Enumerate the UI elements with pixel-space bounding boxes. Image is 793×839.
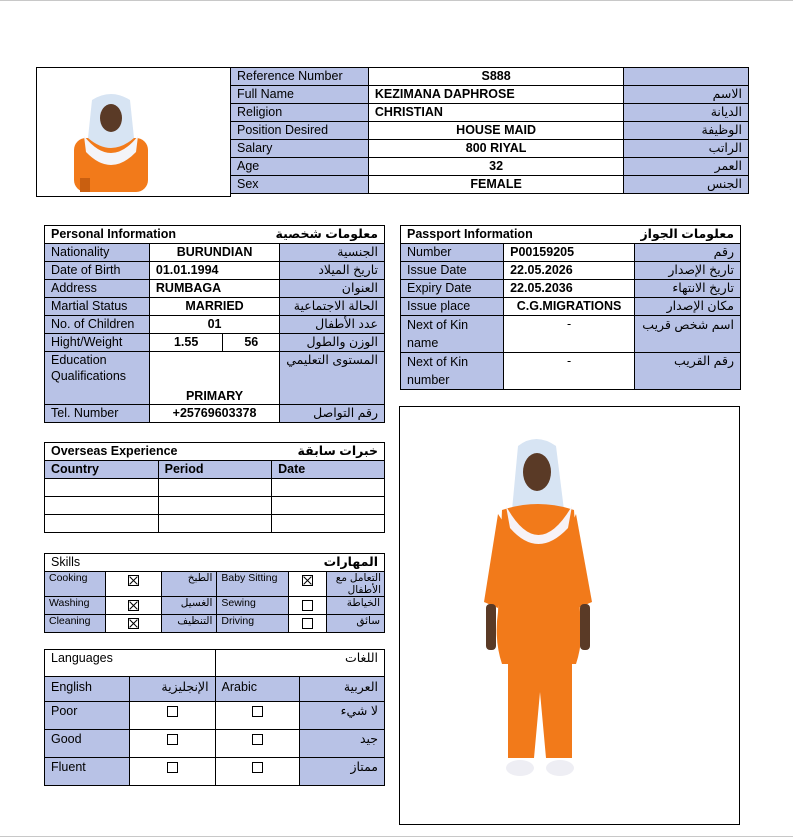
skill-babysitting-label: Baby Sitting (217, 572, 289, 597)
children-label: No. of Children (45, 316, 150, 334)
reference-value: S888 (368, 68, 623, 86)
poor-arabic-checkbox[interactable] (215, 702, 300, 730)
table-row (231, 140, 749, 158)
education-arabic: المستوى التعليمي (280, 352, 385, 405)
skill-washing-arabic: الغسيل (161, 597, 217, 615)
full-name-label: Full Name (231, 86, 369, 104)
empty-box-icon (167, 762, 178, 773)
education-label: Education Qualifications (45, 352, 150, 405)
salary-label: Salary (231, 140, 369, 158)
table-row (45, 461, 385, 479)
arabic-arabic: العربية (300, 677, 385, 702)
skill-driving-checkbox[interactable] (289, 615, 327, 633)
fluent-arabic-checkbox[interactable] (215, 758, 300, 786)
passport-title-arabic: معلومات الجواز (634, 226, 740, 244)
empty-box-icon (302, 618, 313, 629)
age-value: 32 (368, 158, 623, 176)
page-bottom-rule (0, 836, 793, 837)
address-arabic: العنوان (280, 280, 385, 298)
salary-arabic: الراتب (624, 140, 749, 158)
children-arabic: عدد الأطفال (280, 316, 385, 334)
languages-table (44, 649, 385, 786)
marital-arabic: الحالة الاجتماعية (280, 298, 385, 316)
marital-value: MARRIED (149, 298, 279, 316)
table-row (45, 244, 385, 262)
issue-place-arabic: مكان الإصدار (634, 298, 740, 316)
table-row (401, 298, 741, 316)
good-english-checkbox[interactable] (129, 730, 215, 758)
position-label: Position Desired (231, 122, 369, 140)
table-row (401, 280, 741, 298)
address-value: RUMBAGA (149, 280, 279, 298)
table-row (45, 702, 385, 730)
empty-box-icon (167, 706, 178, 717)
personal-title: Personal Information (45, 226, 223, 244)
sex-value: FEMALE (368, 176, 623, 194)
english-label: English (45, 677, 130, 702)
overseas-col-date: Date (272, 461, 385, 479)
table-row (45, 730, 385, 758)
table-row (45, 352, 385, 405)
table-row (45, 226, 385, 244)
table-row (45, 443, 385, 461)
nationality-label: Nationality (45, 244, 150, 262)
religion-value: CHRISTIAN (368, 104, 623, 122)
level-good-arabic: جيد (300, 730, 385, 758)
overseas-title-arabic: خبرات سابقة (272, 443, 385, 461)
table-row (45, 572, 385, 597)
table-row (45, 479, 385, 497)
skills-title: Skills (45, 554, 217, 572)
skill-cleaning-label: Cleaning (45, 615, 106, 633)
education-value: PRIMARY (149, 352, 279, 405)
level-poor-label: Poor (45, 702, 130, 730)
arabic-label: Arabic (215, 677, 300, 702)
skills-table (44, 553, 385, 633)
kin-number-arabic: رقم القريب (634, 353, 740, 390)
position-value: HOUSE MAID (368, 122, 623, 140)
skill-driving-label: Driving (217, 615, 289, 633)
religion-arabic: الديانة (624, 104, 749, 122)
marital-label: Martial Status (45, 298, 150, 316)
table-row (45, 280, 385, 298)
table-row (401, 262, 741, 280)
salary-value: 800 RIYAL (368, 140, 623, 158)
table-row (401, 316, 741, 353)
empty-box-icon (252, 706, 263, 717)
age-label: Age (231, 158, 369, 176)
overseas-col-period: Period (158, 461, 272, 479)
empty-cell (158, 497, 272, 515)
weight-value: 56 (223, 334, 280, 352)
dob-label: Date of Birth (45, 262, 150, 280)
skill-babysitting-arabic: التعامل مع الأطفال (327, 572, 385, 597)
kin-name-value: - (504, 316, 635, 353)
empty-cell (45, 515, 159, 533)
table-row (45, 615, 385, 633)
nationality-arabic: الجنسية (280, 244, 385, 262)
issue-place-label: Issue place (401, 298, 504, 316)
languages-title: Languages (45, 650, 216, 677)
empty-cell (45, 497, 159, 515)
empty-cell (272, 515, 385, 533)
height-value: 1.55 (149, 334, 223, 352)
skill-cooking-label: Cooking (45, 572, 106, 597)
empty-cell (272, 497, 385, 515)
passport-info-table (400, 225, 741, 390)
table-row (45, 597, 385, 615)
issue-date-value: 22.05.2026 (504, 262, 635, 280)
empty-box-icon (167, 734, 178, 745)
overseas-col-country: Country (45, 461, 159, 479)
kin-number-value: - (504, 353, 635, 390)
issue-place-value: C.G.MIGRATIONS (504, 298, 635, 316)
skill-sewing-checkbox[interactable] (289, 597, 327, 615)
expiry-date-value: 22.05.2036 (504, 280, 635, 298)
dob-value: 01.01.1994 (149, 262, 279, 280)
table-row (45, 262, 385, 280)
issue-date-arabic: تاريخ الإصدار (634, 262, 740, 280)
full-name-arabic: الاسم (624, 86, 749, 104)
empty-box-icon (252, 734, 263, 745)
personal-info-table (44, 225, 385, 423)
table-row (231, 104, 749, 122)
table-row (45, 758, 385, 786)
height-weight-arabic: الوزن والطول (280, 334, 385, 352)
passport-number-arabic: رقم (634, 244, 740, 262)
page-top-rule (0, 0, 793, 1)
skill-babysitting-checkbox[interactable] (289, 572, 327, 597)
overseas-title: Overseas Experience (45, 443, 272, 461)
height-weight-label: Hight/Weight (45, 334, 150, 352)
full-name-value: KEZIMANA DAPHROSE (368, 86, 623, 104)
table-row (231, 86, 749, 104)
sex-arabic: الجنس (624, 176, 749, 194)
skill-washing-label: Washing (45, 597, 106, 615)
skill-sewing-arabic: الخياطة (327, 597, 385, 615)
kin-name-arabic: اسم شخص قريب (634, 316, 740, 353)
empty-box-icon (252, 762, 263, 773)
table-row (401, 244, 741, 262)
table-row (45, 650, 385, 677)
passport-number-value: P00159205 (504, 244, 635, 262)
nationality-value: BURUNDIAN (149, 244, 279, 262)
table-row (45, 515, 385, 533)
empty-box-icon (302, 600, 313, 611)
header-info-table (230, 67, 749, 194)
checked-box-icon (302, 575, 313, 586)
languages-title-arabic: اللغات (215, 650, 384, 677)
table-row (401, 353, 741, 390)
table-row (45, 677, 385, 702)
sex-label: Sex (231, 176, 369, 194)
skill-cooking-arabic: الطبخ (161, 572, 217, 597)
overseas-experience-table (44, 442, 385, 533)
age-arabic: العمر (624, 158, 749, 176)
full-body-candidate-photo (480, 432, 600, 786)
checked-box-icon (128, 600, 139, 611)
table-row (231, 68, 749, 86)
checked-box-icon (128, 575, 139, 586)
table-row (45, 298, 385, 316)
skill-washing-checkbox[interactable] (105, 597, 161, 615)
table-row (45, 405, 385, 423)
empty-cell (158, 515, 272, 533)
dob-arabic: تاريخ الميلاد (280, 262, 385, 280)
skill-cleaning-checkbox[interactable] (105, 615, 161, 633)
table-row (45, 554, 385, 572)
children-value: 01 (149, 316, 279, 334)
fluent-english-checkbox[interactable] (129, 758, 215, 786)
personal-title-arabic: معلومات شخصية (223, 226, 385, 244)
empty-cell (272, 479, 385, 497)
expiry-date-arabic: تاريخ الانتهاء (634, 280, 740, 298)
skill-cooking-checkbox[interactable] (105, 572, 161, 597)
skill-driving-arabic: سائق (327, 615, 385, 633)
level-poor-arabic: لا شيء (300, 702, 385, 730)
issue-date-label: Issue Date (401, 262, 504, 280)
table-row (231, 158, 749, 176)
kin-name-label: Next of Kin name (401, 316, 504, 353)
small-candidate-photo (70, 92, 152, 192)
tel-value: +25769603378 (149, 405, 279, 423)
poor-english-checkbox[interactable] (129, 702, 215, 730)
tel-arabic: رقم التواصل (280, 405, 385, 423)
empty-cell (45, 479, 159, 497)
expiry-date-label: Expiry Date (401, 280, 504, 298)
passport-number-label: Number (401, 244, 504, 262)
english-arabic: الإنجليزية (129, 677, 215, 702)
table-row (401, 226, 741, 244)
passport-title: Passport Information (401, 226, 635, 244)
table-row (45, 334, 385, 352)
checked-box-icon (128, 618, 139, 629)
skill-cleaning-arabic: التنظيف (161, 615, 217, 633)
level-good-label: Good (45, 730, 130, 758)
level-fluent-arabic: ممتاز (300, 758, 385, 786)
reference-label: Reference Number (231, 68, 369, 86)
address-label: Address (45, 280, 150, 298)
good-arabic-checkbox[interactable] (215, 730, 300, 758)
reference-arabic (624, 68, 749, 86)
skill-sewing-label: Sewing (217, 597, 289, 615)
skills-title-arabic: المهارات (217, 554, 385, 572)
level-fluent-label: Fluent (45, 758, 130, 786)
kin-number-label: Next of Kin number (401, 353, 504, 390)
table-row (45, 497, 385, 515)
table-row (45, 316, 385, 334)
tel-label: Tel. Number (45, 405, 150, 423)
table-row (231, 122, 749, 140)
empty-cell (158, 479, 272, 497)
religion-label: Religion (231, 104, 369, 122)
position-arabic: الوظيفة (624, 122, 749, 140)
table-row (231, 176, 749, 194)
